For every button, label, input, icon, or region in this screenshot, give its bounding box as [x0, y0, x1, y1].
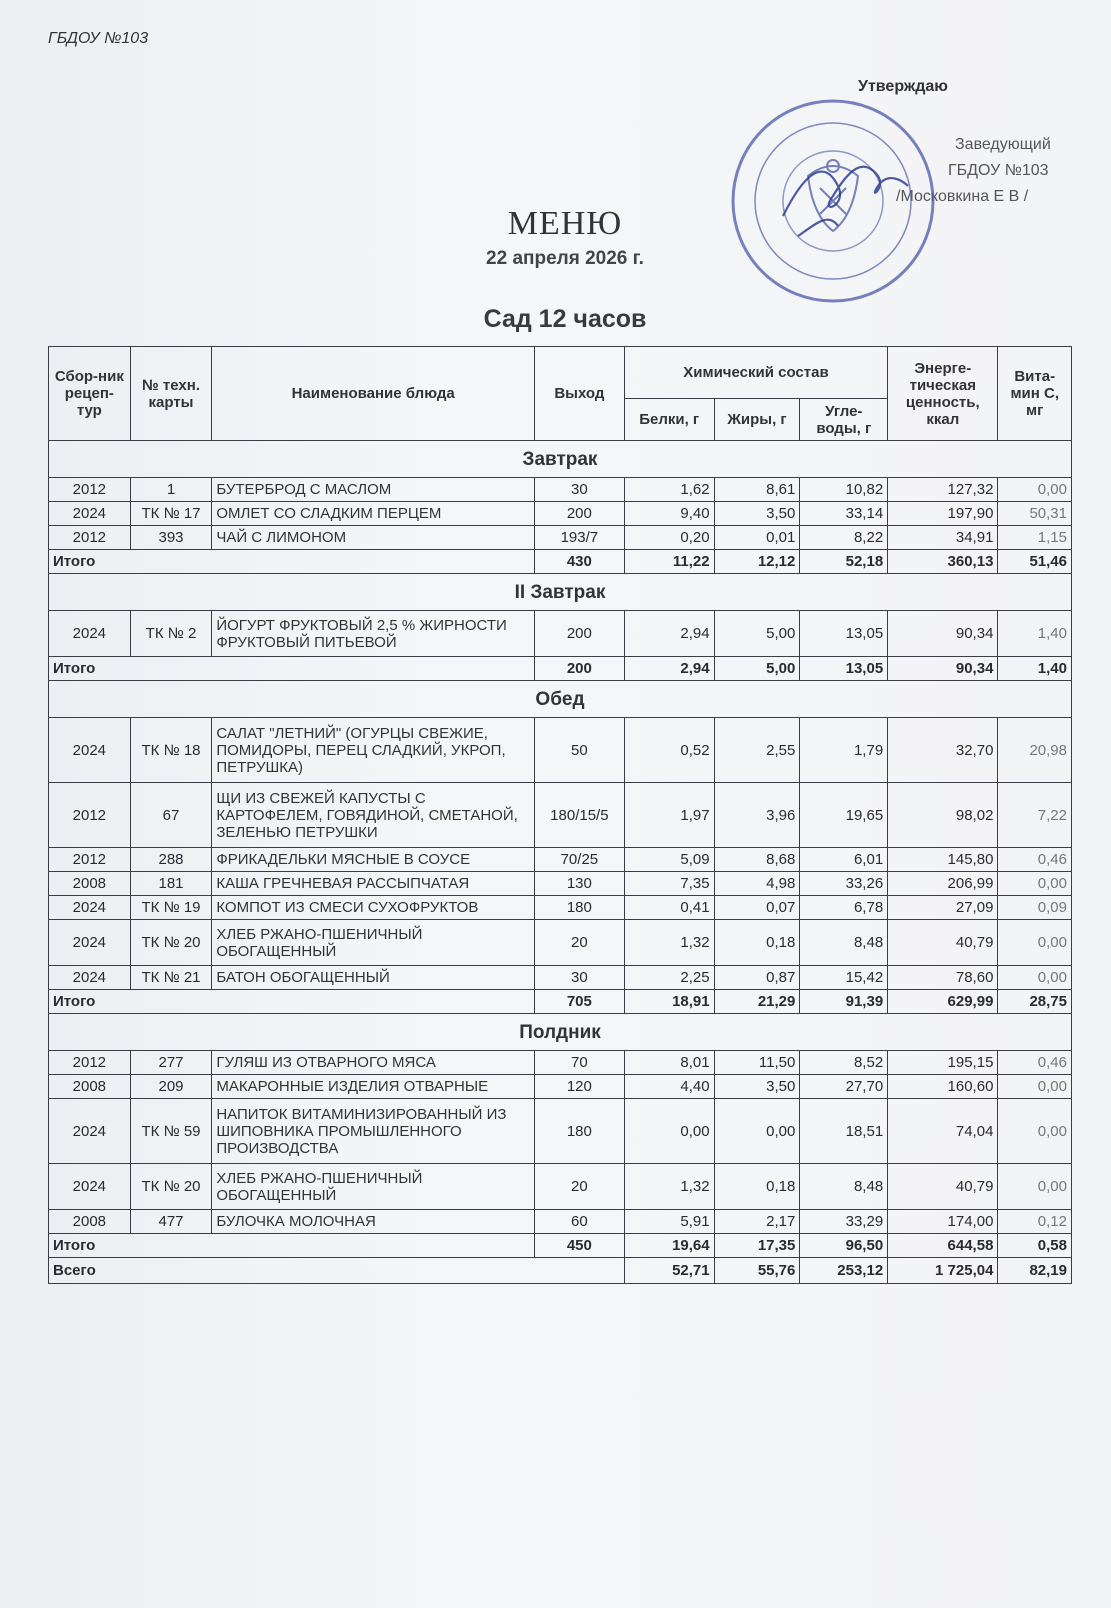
cell-energy: 78,60	[888, 966, 998, 990]
cell-collection: 2012	[49, 783, 131, 848]
cell-fats: 0,00	[714, 1099, 800, 1164]
header-carbs: Угле-воды, г	[800, 399, 888, 441]
cell-energy: 98,02	[888, 783, 998, 848]
table-row	[49, 872, 1072, 896]
grand-total-label: Всего	[49, 1258, 625, 1284]
cell-proteins: 0,20	[624, 526, 714, 550]
grand-total-energy: 1 725,04	[888, 1258, 998, 1284]
section-title: Полдник	[49, 1014, 1072, 1051]
approver-name: /Московкина Е В /	[896, 188, 1029, 205]
cell-proteins: 0,00	[624, 1099, 714, 1164]
cell-tech-card: ТК № 20	[130, 920, 212, 966]
cell-fats: 0,18	[714, 920, 800, 966]
cell-fats: 0,87	[714, 966, 800, 990]
cell-fats: 0,07	[714, 896, 800, 920]
total-output: 200	[534, 657, 624, 681]
cell-proteins: 8,01	[624, 1051, 714, 1075]
cell-collection: 2024	[49, 1164, 131, 1210]
cell-dish-name: БАТОН ОБОГАЩЕННЫЙ	[212, 966, 535, 990]
cell-vitamin: 1,15	[998, 526, 1072, 550]
cell-vitamin: 7,22	[998, 783, 1072, 848]
cell-output: 200	[534, 611, 624, 657]
cell-tech-card: 477	[130, 1210, 212, 1234]
approver-position: Заведующий	[955, 136, 1051, 153]
menu-table	[48, 346, 1072, 1284]
cell-carbs: 8,48	[800, 920, 888, 966]
cell-proteins: 2,94	[624, 611, 714, 657]
cell-vitamin: 20,98	[998, 718, 1072, 783]
table-row	[49, 848, 1072, 872]
cell-output: 20	[534, 1164, 624, 1210]
total-energy: 360,13	[888, 550, 998, 574]
cell-dish-name: САЛАТ "ЛЕТНИЙ" (ОГУРЦЫ СВЕЖИЕ, ПОМИДОРЫ, ПЕРЕЦ СЛАДКИЙ, УКРОП, ПЕТРУШКА)	[212, 718, 535, 783]
total-fats: 5,00	[714, 657, 800, 681]
cell-carbs: 6,01	[800, 848, 888, 872]
cell-fats: 3,50	[714, 502, 800, 526]
cell-output: 180/15/5	[534, 783, 624, 848]
cell-output: 70/25	[534, 848, 624, 872]
total-output: 450	[534, 1234, 624, 1258]
grand-total-fats: 55,76	[714, 1258, 800, 1284]
total-row	[49, 990, 1072, 1014]
total-carbs: 91,39	[800, 990, 888, 1014]
total-label: Итого	[49, 657, 535, 681]
cell-collection: 2024	[49, 920, 131, 966]
header-energy: Энерге-тическая ценность, ккал	[888, 347, 998, 441]
cell-energy: 90,34	[888, 611, 998, 657]
cell-carbs: 8,48	[800, 1164, 888, 1210]
cell-vitamin: 0,46	[998, 1051, 1072, 1075]
cell-proteins: 0,41	[624, 896, 714, 920]
grand-total-vitamin: 82,19	[998, 1258, 1072, 1284]
header-collection: Сбор-ник рецеп-тур	[49, 347, 131, 441]
cell-collection: 2012	[49, 526, 131, 550]
section-row	[49, 681, 1072, 718]
grand-total-carbs: 253,12	[800, 1258, 888, 1284]
cell-output: 180	[534, 896, 624, 920]
cell-vitamin: 0,12	[998, 1210, 1072, 1234]
total-vitamin: 51,46	[998, 550, 1072, 574]
table-row	[49, 526, 1072, 550]
cell-vitamin: 0,00	[998, 1099, 1072, 1164]
table-row	[49, 478, 1072, 502]
cell-carbs: 33,29	[800, 1210, 888, 1234]
cell-output: 200	[534, 502, 624, 526]
cell-proteins: 4,40	[624, 1075, 714, 1099]
cell-carbs: 19,65	[800, 783, 888, 848]
section-title: II Завтрак	[49, 574, 1072, 611]
menu-subtitle: Сад 12 часов	[483, 305, 647, 333]
cell-collection: 2024	[49, 966, 131, 990]
cell-tech-card: 209	[130, 1075, 212, 1099]
cell-vitamin: 0,46	[998, 848, 1072, 872]
table-row	[49, 896, 1072, 920]
cell-fats: 0,01	[714, 526, 800, 550]
cell-vitamin: 0,00	[998, 1075, 1072, 1099]
cell-fats: 0,18	[714, 1164, 800, 1210]
total-proteins: 18,91	[624, 990, 714, 1014]
section-title: Обед	[49, 681, 1072, 718]
cell-carbs: 13,05	[800, 611, 888, 657]
cell-fats: 11,50	[714, 1051, 800, 1075]
total-vitamin: 28,75	[998, 990, 1072, 1014]
total-fats: 17,35	[714, 1234, 800, 1258]
cell-energy: 127,32	[888, 478, 998, 502]
section-title: Завтрак	[49, 441, 1072, 478]
cell-carbs: 33,26	[800, 872, 888, 896]
cell-output: 50	[534, 718, 624, 783]
cell-dish-name: ЙОГУРТ ФРУКТОВЫЙ 2,5 % ЖИРНОСТИ ФРУКТОВЫЙ ПИТЬЕВОЙ	[212, 611, 535, 657]
total-energy: 629,99	[888, 990, 998, 1014]
cell-proteins: 5,91	[624, 1210, 714, 1234]
table-row	[49, 502, 1072, 526]
cell-dish-name: БУЛОЧКА МОЛОЧНАЯ	[212, 1210, 535, 1234]
cell-energy: 74,04	[888, 1099, 998, 1164]
cell-vitamin: 0,00	[998, 478, 1072, 502]
cell-fats: 2,55	[714, 718, 800, 783]
official-stamp	[728, 96, 938, 306]
total-energy: 90,34	[888, 657, 998, 681]
total-carbs: 96,50	[800, 1234, 888, 1258]
cell-vitamin: 0,00	[998, 872, 1072, 896]
cell-dish-name: ГУЛЯШ ИЗ ОТВАРНОГО МЯСА	[212, 1051, 535, 1075]
total-label: Итого	[49, 990, 535, 1014]
cell-tech-card: 277	[130, 1051, 212, 1075]
cell-dish-name: ФРИКАДЕЛЬКИ МЯСНЫЕ В СОУСЕ	[212, 848, 535, 872]
page-title: МЕНЮ	[507, 205, 623, 242]
total-output: 430	[534, 550, 624, 574]
total-vitamin: 1,40	[998, 657, 1072, 681]
cell-energy: 40,79	[888, 1164, 998, 1210]
cell-vitamin: 0,00	[998, 966, 1072, 990]
table-header	[49, 347, 1072, 441]
total-fats: 12,12	[714, 550, 800, 574]
cell-proteins: 0,52	[624, 718, 714, 783]
cell-collection: 2008	[49, 872, 131, 896]
cell-energy: 160,60	[888, 1075, 998, 1099]
cell-tech-card: 67	[130, 783, 212, 848]
cell-energy: 195,15	[888, 1051, 998, 1075]
cell-dish-name: БУТЕРБРОД С МАСЛОМ	[212, 478, 535, 502]
cell-proteins: 1,97	[624, 783, 714, 848]
cell-carbs: 8,52	[800, 1051, 888, 1075]
cell-collection: 2024	[49, 1099, 131, 1164]
cell-tech-card: ТК № 18	[130, 718, 212, 783]
cell-collection: 2024	[49, 896, 131, 920]
cell-collection: 2024	[49, 502, 131, 526]
section-row	[49, 574, 1072, 611]
cell-dish-name: ЩИ ИЗ СВЕЖЕЙ КАПУСТЫ С КАРТОФЕЛЕМ, ГОВЯДИНОЙ, СМЕТАНОЙ, ЗЕЛЕНЬЮ ПЕТРУШКИ	[212, 783, 535, 848]
cell-dish-name: МАКАРОННЫЕ ИЗДЕЛИЯ ОТВАРНЫЕ	[212, 1075, 535, 1099]
table-row	[49, 1099, 1072, 1164]
cell-dish-name: КАША ГРЕЧНЕВАЯ РАССЫПЧАТАЯ	[212, 872, 535, 896]
section-row	[49, 1014, 1072, 1051]
cell-carbs: 10,82	[800, 478, 888, 502]
cell-fats: 3,50	[714, 1075, 800, 1099]
cell-energy: 34,91	[888, 526, 998, 550]
cell-proteins: 7,35	[624, 872, 714, 896]
header-fats: Жиры, г	[714, 399, 800, 441]
total-proteins: 11,22	[624, 550, 714, 574]
cell-dish-name: ЧАЙ С ЛИМОНОМ	[212, 526, 535, 550]
total-vitamin: 0,58	[998, 1234, 1072, 1258]
table-row	[49, 718, 1072, 783]
cell-energy: 32,70	[888, 718, 998, 783]
total-proteins: 19,64	[624, 1234, 714, 1258]
cell-energy: 197,90	[888, 502, 998, 526]
cell-fats: 2,17	[714, 1210, 800, 1234]
organization-label: ГБДОУ №103	[48, 30, 149, 47]
cell-fats: 4,98	[714, 872, 800, 896]
header-tech-card: № техн. карты	[130, 347, 212, 441]
cell-fats: 5,00	[714, 611, 800, 657]
cell-tech-card: 288	[130, 848, 212, 872]
menu-date: 22 апреля 2026 г.	[486, 248, 644, 269]
total-proteins: 2,94	[624, 657, 714, 681]
approver-organization: ГБДОУ №103	[948, 162, 1049, 179]
approval-label: Утверждаю	[858, 78, 948, 95]
cell-energy: 145,80	[888, 848, 998, 872]
cell-collection: 2012	[49, 848, 131, 872]
cell-proteins: 5,09	[624, 848, 714, 872]
cell-vitamin: 0,00	[998, 1164, 1072, 1210]
cell-collection: 2008	[49, 1210, 131, 1234]
cell-tech-card: ТК № 21	[130, 966, 212, 990]
cell-dish-name: КОМПОТ ИЗ СМЕСИ СУХОФРУКТОВ	[212, 896, 535, 920]
table-row	[49, 611, 1072, 657]
cell-output: 130	[534, 872, 624, 896]
cell-carbs: 1,79	[800, 718, 888, 783]
cell-carbs: 15,42	[800, 966, 888, 990]
table-row	[49, 966, 1072, 990]
cell-tech-card: ТК № 20	[130, 1164, 212, 1210]
cell-collection: 2012	[49, 1051, 131, 1075]
table-row	[49, 1164, 1072, 1210]
cell-dish-name: ХЛЕБ РЖАНО-ПШЕНИЧНЫЙ ОБОГАЩЕННЫЙ	[212, 920, 535, 966]
cell-collection: 2008	[49, 1075, 131, 1099]
cell-tech-card: 393	[130, 526, 212, 550]
cell-carbs: 33,14	[800, 502, 888, 526]
cell-fats: 8,61	[714, 478, 800, 502]
cell-proteins: 2,25	[624, 966, 714, 990]
total-output: 705	[534, 990, 624, 1014]
header-dish: Наименование блюда	[212, 347, 535, 441]
cell-output: 120	[534, 1075, 624, 1099]
cell-dish-name: НАПИТОК ВИТАМИНИЗИРОВАННЫЙ ИЗ ШИПОВНИКА ПРОМЫШЛЕННОГО ПРОИЗВОДСТВА	[212, 1099, 535, 1164]
table-row	[49, 1210, 1072, 1234]
cell-tech-card: ТК № 2	[130, 611, 212, 657]
cell-energy: 40,79	[888, 920, 998, 966]
cell-carbs: 27,70	[800, 1075, 888, 1099]
cell-collection: 2012	[49, 478, 131, 502]
cell-tech-card: ТК № 19	[130, 896, 212, 920]
total-fats: 21,29	[714, 990, 800, 1014]
cell-output: 70	[534, 1051, 624, 1075]
cell-tech-card: ТК № 17	[130, 502, 212, 526]
cell-proteins: 9,40	[624, 502, 714, 526]
cell-dish-name: ХЛЕБ РЖАНО-ПШЕНИЧНЫЙ ОБОГАЩЕННЫЙ	[212, 1164, 535, 1210]
cell-proteins: 1,32	[624, 1164, 714, 1210]
grand-total-proteins: 52,71	[624, 1258, 714, 1284]
header-vitamin: Вита-мин С, мг	[998, 347, 1072, 441]
cell-carbs: 18,51	[800, 1099, 888, 1164]
cell-vitamin: 1,40	[998, 611, 1072, 657]
cell-carbs: 8,22	[800, 526, 888, 550]
cell-energy: 27,09	[888, 896, 998, 920]
cell-fats: 3,96	[714, 783, 800, 848]
total-label: Итого	[49, 550, 535, 574]
header-proteins: Белки, г	[624, 399, 714, 441]
total-row	[49, 1234, 1072, 1258]
cell-vitamin: 0,00	[998, 920, 1072, 966]
cell-proteins: 1,32	[624, 920, 714, 966]
table-row	[49, 1051, 1072, 1075]
cell-output: 30	[534, 478, 624, 502]
cell-output: 180	[534, 1099, 624, 1164]
table-body	[49, 441, 1072, 1284]
cell-collection: 2024	[49, 611, 131, 657]
cell-output: 30	[534, 966, 624, 990]
section-row	[49, 441, 1072, 478]
cell-collection: 2024	[49, 718, 131, 783]
cell-carbs: 6,78	[800, 896, 888, 920]
cell-vitamin: 50,31	[998, 502, 1072, 526]
cell-energy: 206,99	[888, 872, 998, 896]
total-label: Итого	[49, 1234, 535, 1258]
cell-fats: 8,68	[714, 848, 800, 872]
cell-tech-card: 1	[130, 478, 212, 502]
total-carbs: 52,18	[800, 550, 888, 574]
cell-proteins: 1,62	[624, 478, 714, 502]
cell-output: 60	[534, 1210, 624, 1234]
table-row	[49, 1075, 1072, 1099]
total-row	[49, 550, 1072, 574]
cell-energy: 174,00	[888, 1210, 998, 1234]
cell-output: 20	[534, 920, 624, 966]
total-row	[49, 657, 1072, 681]
total-carbs: 13,05	[800, 657, 888, 681]
cell-vitamin: 0,09	[998, 896, 1072, 920]
header-chemical: Химический состав	[624, 347, 887, 399]
cell-tech-card: ТК № 59	[130, 1099, 212, 1164]
cell-tech-card: 181	[130, 872, 212, 896]
header-output: Выход	[534, 347, 624, 441]
cell-dish-name: ОМЛЕТ СО СЛАДКИМ ПЕРЦЕМ	[212, 502, 535, 526]
grand-total-row	[49, 1258, 1072, 1284]
table-row	[49, 920, 1072, 966]
total-energy: 644,58	[888, 1234, 998, 1258]
cell-output: 193/7	[534, 526, 624, 550]
table-row	[49, 783, 1072, 848]
